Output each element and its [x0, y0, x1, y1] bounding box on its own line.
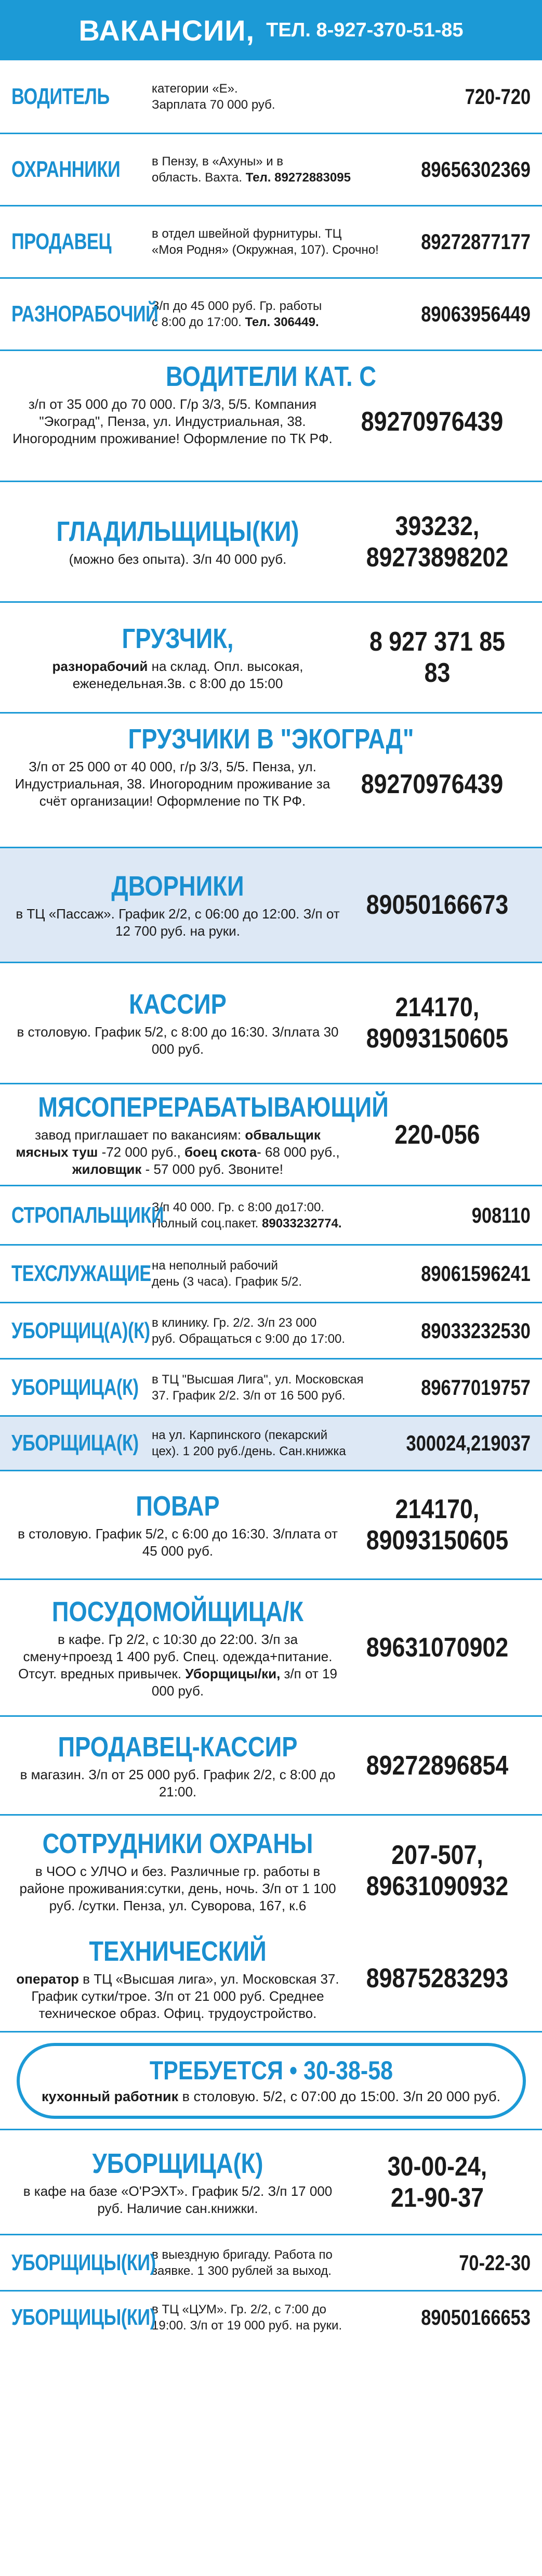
listing-uborschicy-6: [0, 2292, 542, 2344]
listing-tehsluzh: [0, 1246, 542, 1303]
listing-prodavec: [0, 206, 542, 279]
listing-text: в ТЦ "Высшая Лига", ул. Московская 37. График 2/2. З/п от 16 500 руб.: [152, 1372, 364, 1403]
listing-uborschica-4: [0, 2130, 542, 2235]
listing-text: в столовую. График 5/2, с 6:00 до 16:30. З/плата от 45 000 руб.: [18, 1526, 338, 1559]
listing-text: в ЧОО с УЛЧО и без. Различные гр. работы в районе проживания:сутки, день, ночь. З/п от 1 100 руб. /сутки. Пенза, ул. Суворова, 167, к.6: [19, 1863, 336, 1913]
listing-trebuetsya: [0, 2033, 542, 2130]
listing-text: в кафе на базе «О'РЭХТ». График 5/2. З/п 17 000 руб. Наличие сан.книжки.: [23, 2183, 333, 2216]
listing-voditel: [0, 60, 542, 134]
listing-phone: 207-507, 89631090932: [366, 1840, 509, 1901]
listing-title: СОТРУДНИКИ ОХРАНЫ: [42, 1828, 313, 1859]
listing-title: ТРЕБУЕТСЯ • 30-38-58: [149, 2056, 393, 2085]
listing-text: З/п от 25 000 от 40 000, г/р 3/3, 5/5. Пенза, ул. Индустриальная, 38. Иногородним проживание за счёт организации! Оформление по ТК РФ.: [15, 759, 331, 809]
listing-phone: 300024,219037: [406, 1431, 531, 1455]
listing-text: кухонный работник в столовую. 5/2, с 07:00 до 15:00. З/п 20 000 руб.: [42, 2089, 500, 2104]
listing-text: З/п 40 000. Гр. с 8:00 до17:00. Полный соц.пакет. 89033232774.: [152, 1200, 342, 1231]
listing-title: ГРУЗЧИКИ В "ЭКОГРАД": [128, 723, 414, 755]
listing-phone: 89061596241: [421, 1261, 531, 1286]
listing-text: (можно без опыта). З/п 40 000 руб.: [69, 551, 287, 567]
listing-title: ТЕХНИЧЕСКИЙ: [89, 1935, 267, 1967]
listing-uborschica-3: [0, 1417, 542, 1471]
listing-text: категории «Е». Зарплата 70 000 руб.: [152, 81, 275, 112]
listing-phone: 8 927 371 85 83: [369, 627, 506, 688]
listing-text: в ТЦ «Пассаж». График 2/2, с 06:00 до 12:00. З/п от 12 700 руб. на руки.: [16, 906, 340, 939]
listing-title: УБОРЩИЦА(К): [11, 1374, 139, 1400]
listing-phone: 89272896854: [366, 1750, 509, 1781]
listing-posudomoy: [0, 1580, 542, 1717]
listing-text: в ТЦ «ЦУМ». Гр. 2/2, с 7:00 до 19:00. З/п от 19 000 руб. на руки.: [152, 2302, 342, 2333]
listing-title: УБОРЩИЦЫ(КИ): [11, 2305, 156, 2330]
listing-phone: 214170, 89093150605: [366, 992, 509, 1054]
listing-text: в кафе. Гр 2/2, с 10:30 до 22:00. З/п за смену+проезд 1 400 руб. Спец. одежда+питание. Отсут. вредных привычек. Уборщицы/ки, з/п от 19 000 руб.: [18, 1632, 337, 1699]
listing-ohrana: [0, 1816, 542, 1926]
listing-phone: 89656302369: [421, 157, 531, 182]
listing-phone: 89875283293: [366, 1963, 509, 1994]
listing-myaso: [0, 1084, 542, 1186]
listing-text: з/п от 35 000 до 70 000. Г/р 3/3, 5/5. Компания "Экоград", Пенза, ул. Индустриальная, 38. Иногородним проживание! Оформление по ТК РФ.: [12, 396, 333, 446]
listing-tehnicheskiy: [0, 1926, 542, 2033]
listing-raznorabochiy: [0, 279, 542, 351]
listing-prod-kassir: [0, 1717, 542, 1816]
listing-text: разнорабочий на склад. Опл. высокая, еженедельная.3в. с 8:00 до 15:00: [52, 658, 303, 691]
listing-title: ТЕХСЛУЖАЩИЕ: [11, 1261, 151, 1286]
header-phone: ТЕЛ. 8-927-370-51-85: [266, 19, 464, 41]
highlight-oval: [17, 2043, 526, 2119]
listing-title: ПРОДАВЕЦ-КАССИР: [58, 1731, 298, 1763]
header-banner: [0, 0, 542, 60]
listing-dvorniki: [0, 848, 542, 963]
listing-text: в столовую. График 5/2, с 8:00 до 16:30. З/плата 30 000 руб.: [17, 1024, 339, 1057]
listing-title: МЯСОПЕРЕРАБАТЫВАЮЩИЙ: [38, 1092, 389, 1123]
listing-title: УБОРЩИЦ(А)(К): [11, 1317, 150, 1343]
listing-text: на неполный рабочий день (3 часа). График 5/2.: [152, 1259, 302, 1289]
listing-phone: 720-720: [465, 84, 531, 109]
listing-phone: 89272877177: [421, 229, 531, 254]
listing-text: оператор в ТЦ «Высшая лига», ул. Московская 37. График сутки/трое. З/п от 21 000 руб. Среднее техническое образ. Офиц. трудоустройство.: [16, 1971, 339, 2021]
listing-voditeli-c: [0, 351, 542, 482]
listing-phone: 89033232530: [421, 1318, 531, 1343]
listing-phone: 89270976439: [361, 769, 504, 799]
listing-uborschica-2: [0, 1360, 542, 1417]
listing-title: ПРОДАВЕЦ: [11, 229, 112, 254]
listing-povar: [0, 1471, 542, 1580]
listing-phone: 393232, 89273898202: [366, 511, 509, 573]
header-title: ВАКАНСИИ,: [78, 14, 255, 47]
listing-text: завод приглашает по вакансиям: обвальщик мясных туш -72 000 руб., боец скота- 68 000 руб., жиловщик - 57 000 руб. Звоните!: [16, 1127, 340, 1177]
listing-title: УБОРЩИЦА(К): [92, 2147, 263, 2179]
listing-title: ВОДИТЕЛИ КАТ. С: [166, 361, 376, 392]
listing-gruzchik: [0, 603, 542, 714]
listing-text: в отдел швейной фурнитуры. ТЦ «Моя Родня» (Окружная, 107). Срочно!: [152, 227, 379, 257]
listing-title: ГРУЗЧИК,: [122, 623, 234, 654]
listing-text: в Пензу, в «Ахуны» и в область. Вахта. Тел. 89272883095: [152, 154, 351, 185]
listing-phone: 89631070902: [366, 1633, 509, 1663]
listing-title: СТРОПАЛЬЩИКИ: [11, 1202, 164, 1228]
listing-phone: 89677019757: [421, 1375, 531, 1400]
listing-phone: 908110: [471, 1202, 531, 1227]
listing-phone: 214170, 89093150605: [366, 1494, 509, 1556]
listing-phone: 220-056: [394, 1119, 480, 1150]
listing-text: в магазин. З/п от 25 000 руб. График 2/2, с 8:00 до 21:00.: [20, 1766, 336, 1800]
listing-phone: 89050166673: [366, 890, 509, 920]
listing-title: ВОДИТЕЛЬ: [11, 83, 110, 109]
listing-title: ДВОРНИКИ: [111, 871, 244, 902]
listing-title: ПОСУДОМОЙЩИЦА/К: [51, 1596, 304, 1627]
listing-title: ПОВАР: [136, 1491, 220, 1522]
listing-title: УБОРЩИЦЫ(КИ): [11, 2249, 156, 2275]
listing-title: ГЛАДИЛЬЩИЦЫ(КИ): [56, 516, 299, 547]
listing-phone: 89050166653: [421, 2305, 531, 2329]
listing-phone: 30-00-24, 21-90-37: [387, 2151, 487, 2213]
listing-ohranniki: [0, 134, 542, 206]
listing-text: на ул. Карпинского (пекарский цех). 1 200 руб./день. Сан.книжка: [152, 1428, 346, 1458]
listing-title: КАССИР: [129, 989, 227, 1020]
listing-phone: 70-22-30: [459, 2250, 531, 2275]
listing-title: РАЗНОРАБОЧИЙ: [11, 301, 158, 327]
listing-title: ОХРАННИКИ: [11, 157, 121, 182]
listing-uborschicy-5: [0, 2235, 542, 2292]
listing-text: в выездную бригаду. Работа по заявке. 1 300 рублей за выход.: [152, 2247, 333, 2278]
listing-phone: 89063956449: [421, 302, 531, 326]
listing-title: УБОРЩИЦА(К): [11, 1430, 139, 1456]
listing-uborschica-1: [0, 1303, 542, 1360]
listing-gladilschicy: [0, 482, 542, 603]
listing-kassir: [0, 963, 542, 1084]
listing-stropalschiki: [0, 1186, 542, 1246]
listing-gruzchiki: [0, 714, 542, 848]
listing-phone: 89270976439: [361, 406, 504, 437]
listing-text: в клинику. Гр. 2/2. З/п 23 000 руб. Обращаться с 9:00 до 17:00.: [152, 1315, 346, 1346]
listing-text: З/п до 45 000 руб. Гр. работы с 8:00 до 17:00. Тел. 306449.: [152, 299, 322, 329]
